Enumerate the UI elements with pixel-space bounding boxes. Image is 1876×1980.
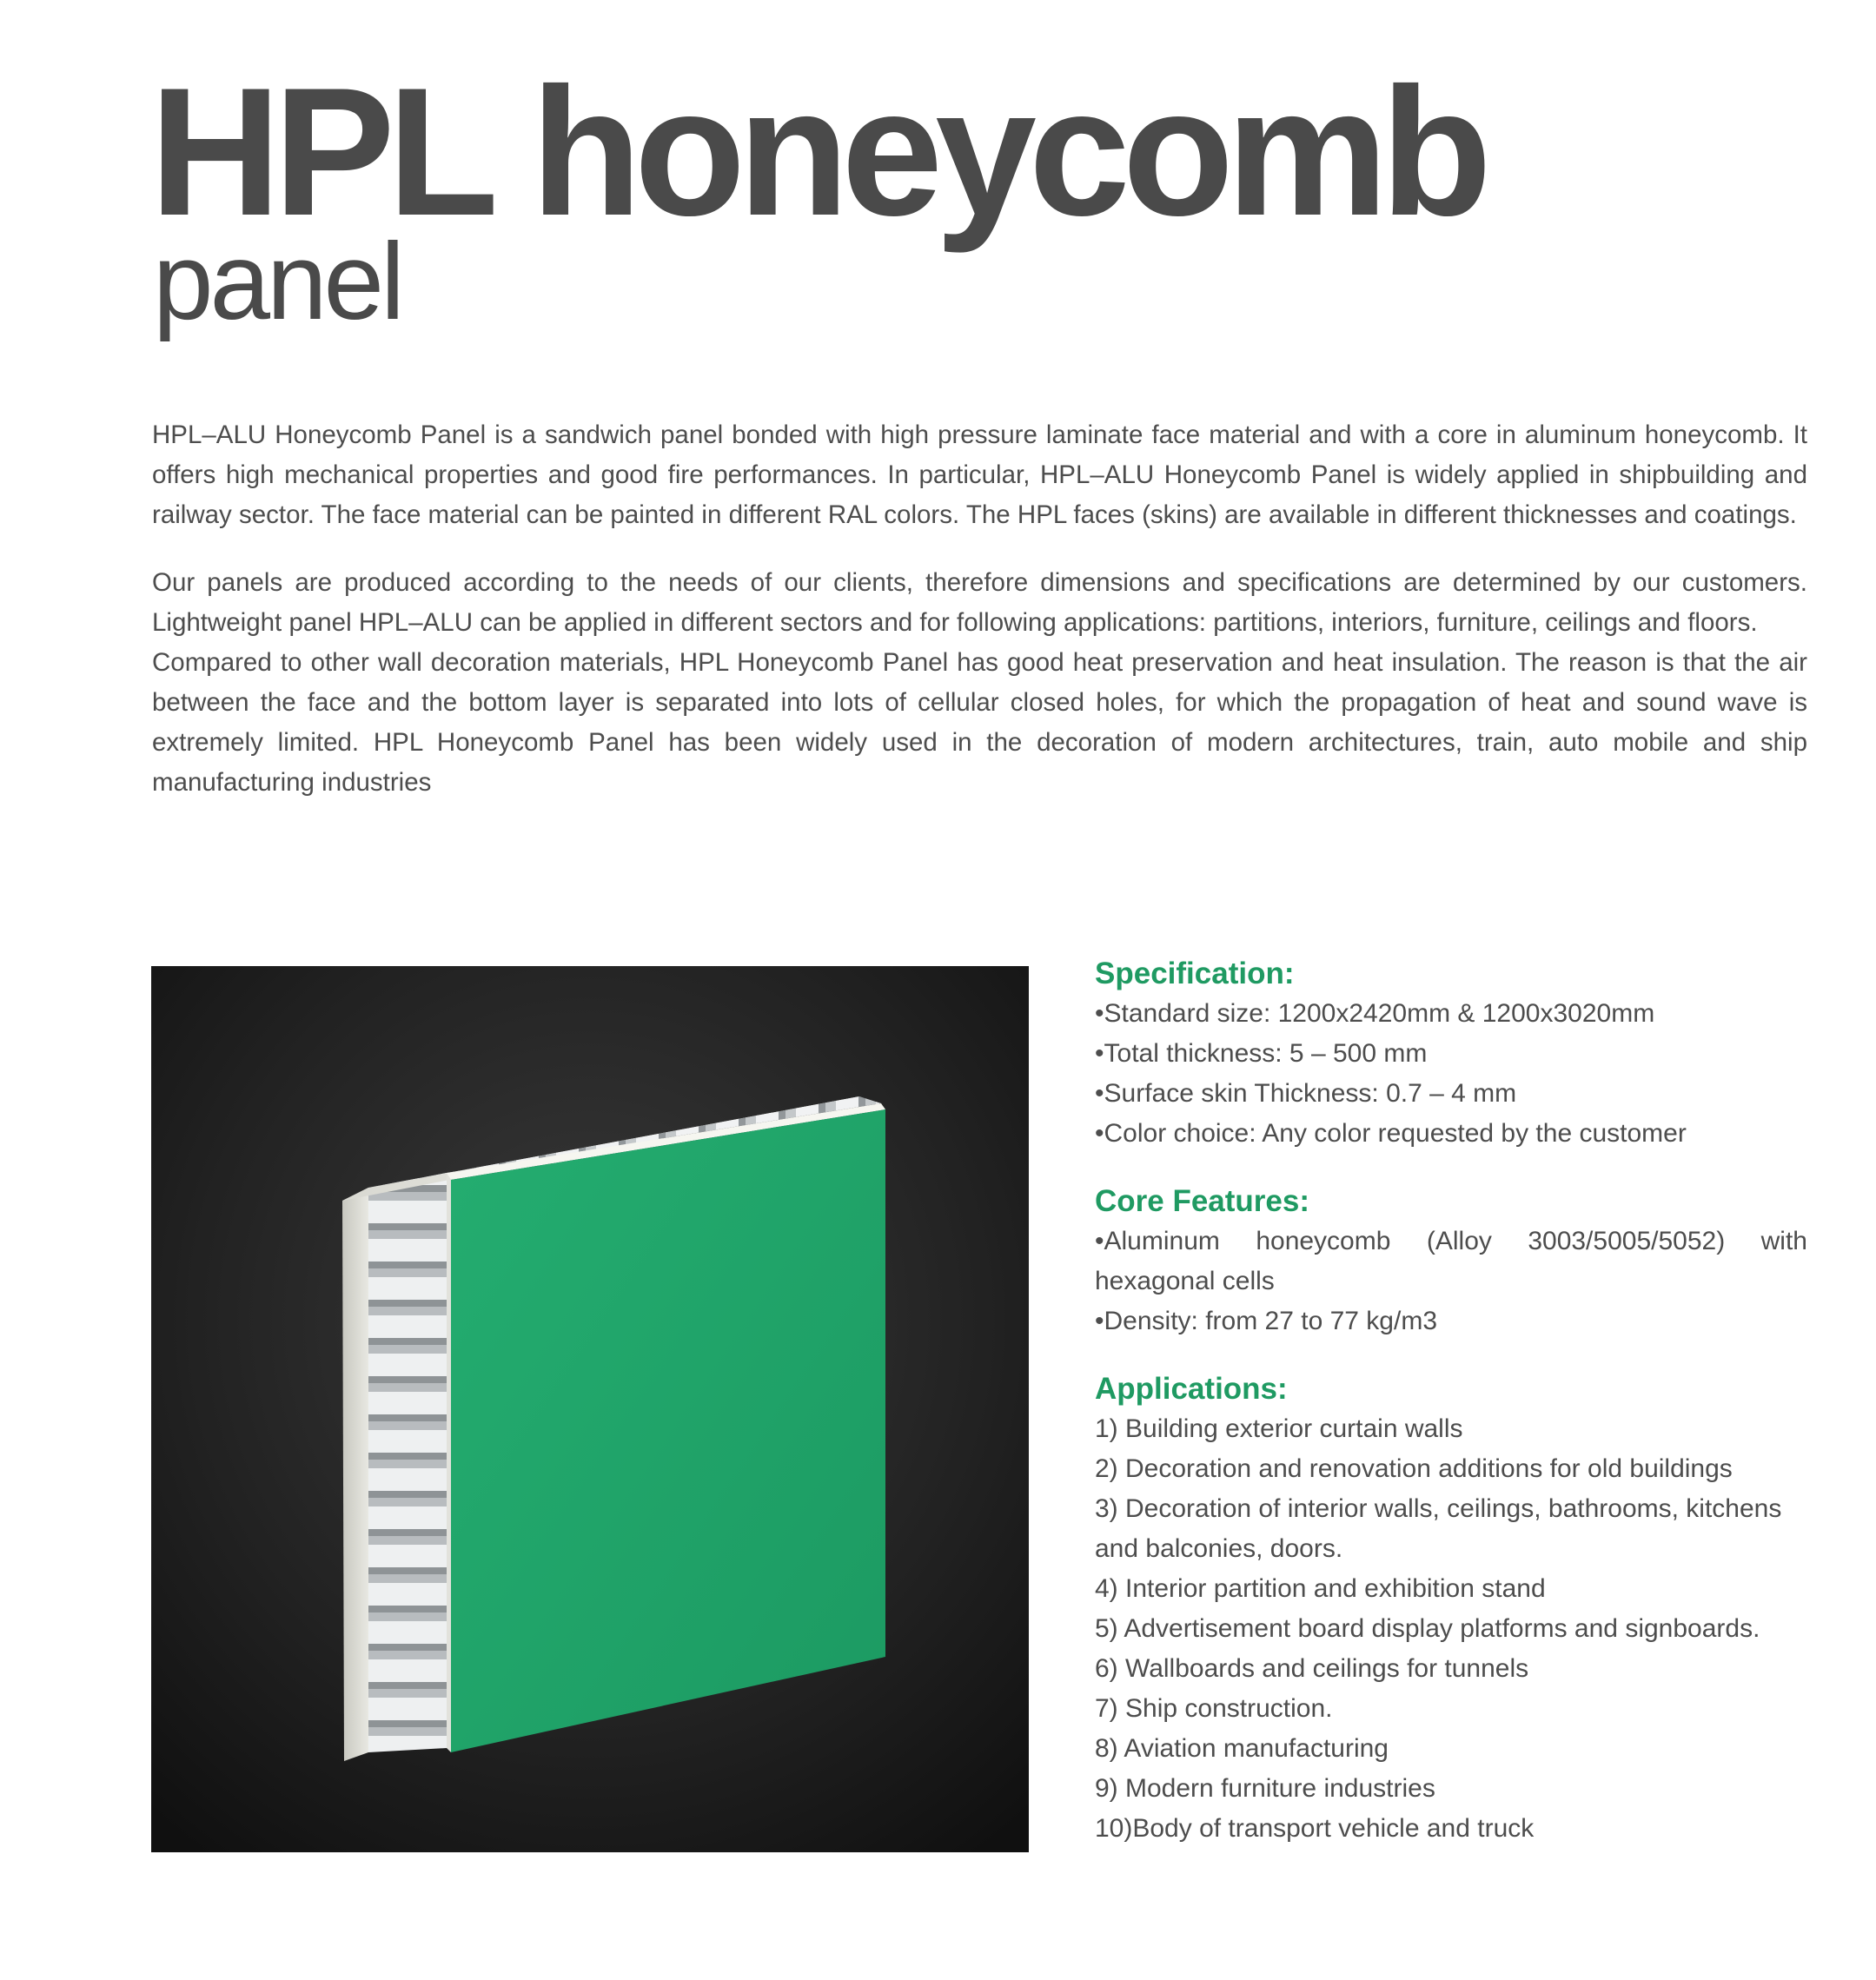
application-item: 5) Advertisement board display platforms and signboards. xyxy=(1095,1614,1760,1643)
intro-paragraph-3: Compared to other wall decoration materials, HPL Honeycomb Panel has good heat preservation and heat insulation. The reason is that the air between the face and the bottom layer is separated into lots of cellular closed holes, for which the propagation of heat and sound wave is extremely limited. HPL Honeycomb Panel has been widely used in the decoration of modern architectures, train, auto mobile and ship manufacturing industries xyxy=(152,648,1807,797)
spec-item: •Surface skin Thickness: 0.7 – 4 mm xyxy=(1095,1079,1517,1108)
application-item: 7) Ship construction. xyxy=(1095,1694,1333,1723)
application-item: 9) Modern furniture industries xyxy=(1095,1774,1435,1803)
application-item: 1) Building exterior curtain walls xyxy=(1095,1414,1463,1443)
spec-item: •Standard size: 1200x2420mm & 1200x3020mm xyxy=(1095,999,1655,1028)
applications-section xyxy=(1095,1369,1807,1849)
application-item: 6) Wallboards and ceilings for tunnels xyxy=(1095,1654,1529,1683)
application-item: 3) Decoration of interior walls, ceilings, bathrooms, kitchens and balconies, doors. xyxy=(1095,1494,1782,1563)
application-item: 4) Interior partition and exhibition stand xyxy=(1095,1574,1546,1603)
core-features-heading: Core Features: xyxy=(1095,1184,1310,1218)
core-features-list xyxy=(1095,1222,1807,1341)
application-item: 2) Decoration and renovation additions for old buildings xyxy=(1095,1454,1733,1483)
specification-heading: Specification: xyxy=(1095,957,1295,990)
applications-heading: Applications: xyxy=(1095,1372,1288,1406)
application-item: 10)Body of transport vehicle and truck xyxy=(1095,1814,1535,1843)
product-photo xyxy=(151,966,1029,1852)
spec-item: •Total thickness: 5 – 500 mm xyxy=(1095,1039,1428,1068)
applications-list xyxy=(1095,1409,1807,1849)
core-feature-item: •Density: from 27 to 77 kg/m3 xyxy=(1095,1307,1437,1335)
intro-paragraph-2: Our panels are produced according to the needs of our clients, therefore dimensions and specifications are determined by our customers. Lightweight panel HPL–ALU can be applied in different sectors and for following applications: partitions, interiors, furniture, ceilings and floors. xyxy=(152,568,1807,637)
spec-item: •Color choice: Any color requested by the customer xyxy=(1095,1119,1687,1148)
specs-column xyxy=(1095,954,1807,1877)
page-title: HPL honeycomb xyxy=(149,50,1485,254)
intro-text xyxy=(152,415,1807,803)
specification-section xyxy=(1095,954,1807,1154)
core-features-section xyxy=(1095,1182,1807,1341)
intro-paragraph-1: HPL–ALU Honeycomb Panel is a sandwich panel bonded with high pressure laminate face material and with a core in aluminum honeycomb. It offers high mechanical properties and good fire performances. In particular, HPL–ALU Honeycomb Panel is widely applied in shipbuilding and railway sector. The face material can be painted in different RAL colors. The HPL faces (skins) are available in different thicknesses and coatings. xyxy=(152,421,1807,529)
core-feature-item: •Aluminum honeycomb (Alloy 3003/5005/5052) with hexagonal cells xyxy=(1095,1227,1807,1295)
application-item: 8) Aviation manufacturing xyxy=(1095,1734,1389,1763)
page-subtitle: panel xyxy=(153,222,401,342)
specification-list xyxy=(1095,994,1807,1154)
